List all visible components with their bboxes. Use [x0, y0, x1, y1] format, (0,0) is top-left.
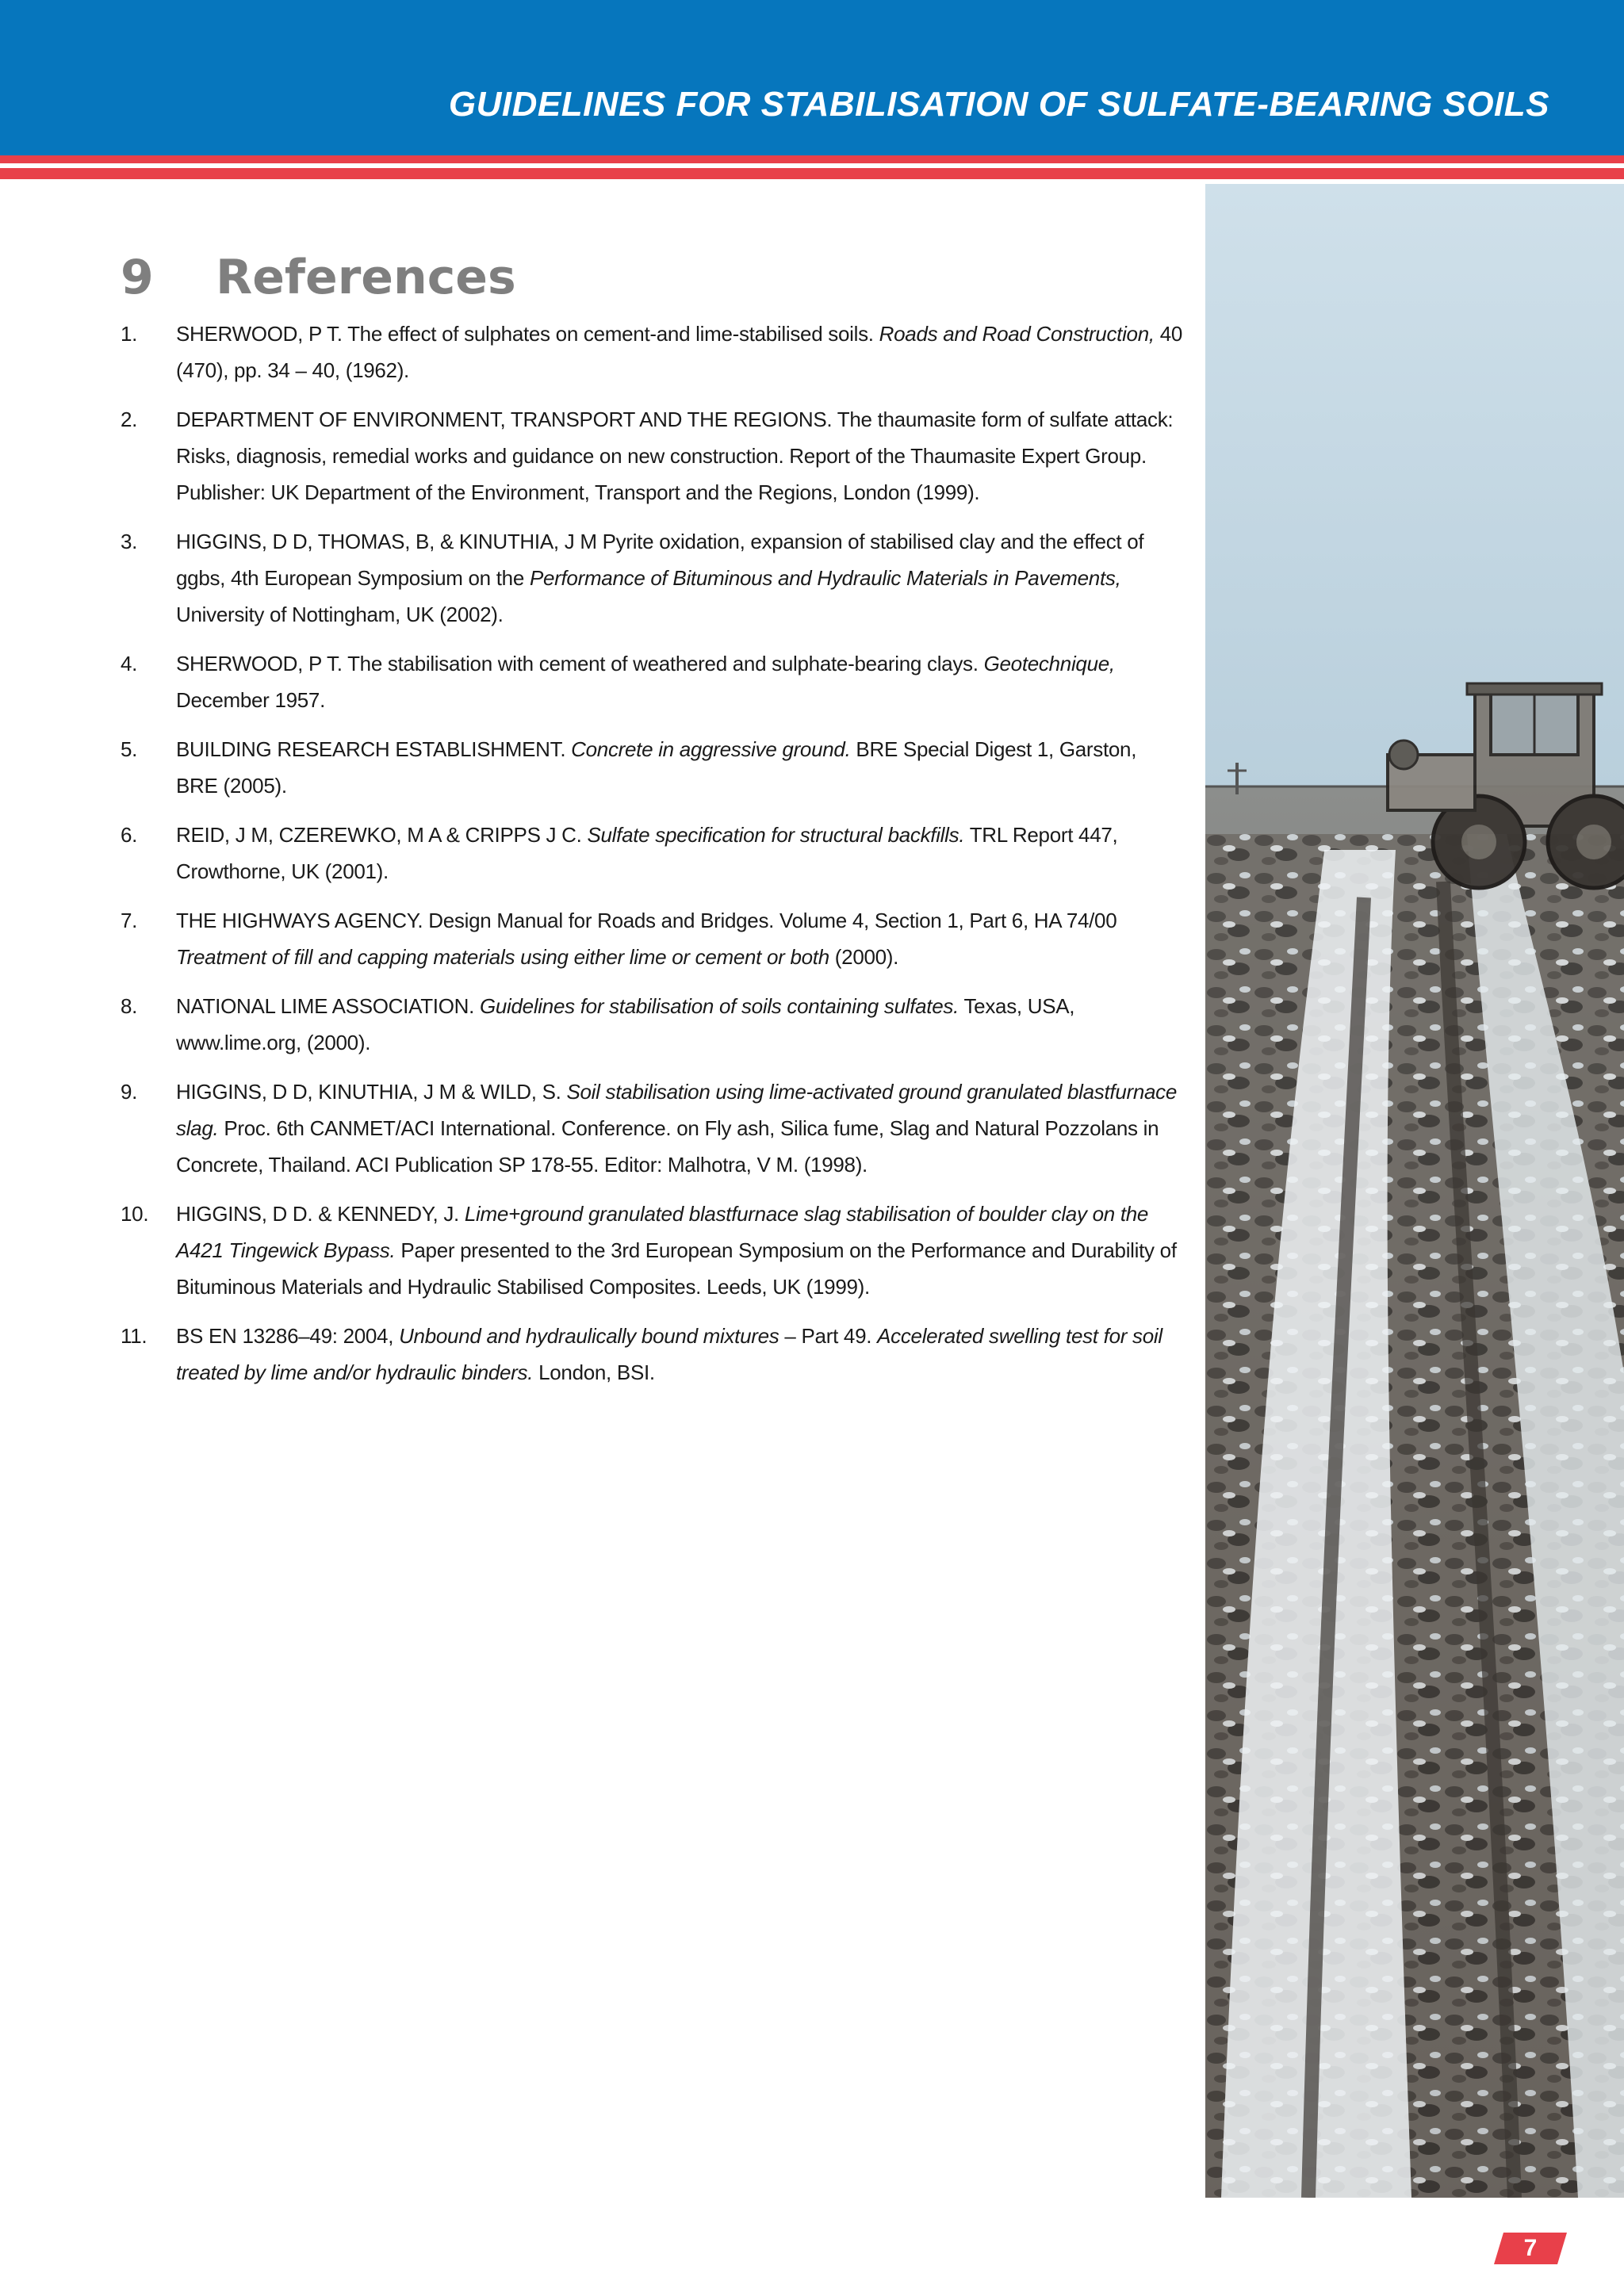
reference-segment: REID, J M, CZEREWKO, M A & CRIPPS J C. — [176, 823, 588, 847]
reference-number: 2. — [121, 408, 138, 431]
reference-segment: NATIONAL LIME ASSOCIATION. — [176, 994, 480, 1018]
reference-number: 1. — [121, 322, 138, 346]
reference-item — [121, 817, 1183, 890]
reference-text — [176, 909, 1116, 969]
header-stripe — [0, 168, 1624, 179]
reference-segment: – Part 49. — [779, 1324, 878, 1348]
reference-segment: (2000). — [829, 945, 899, 969]
reference-segment: BS EN 13286–49: 2004, — [176, 1324, 400, 1348]
reference-segment: December 1957. — [176, 688, 326, 712]
header-stripe — [0, 155, 1624, 163]
reference-title: Treatment of fill and capping materials using either lime or cement or both — [176, 945, 829, 969]
reference-segment: SHERWOOD, P T. The stabilisation with cement of weathered and sulphate-bearing clays. — [176, 652, 984, 675]
reference-number: 5. — [121, 737, 138, 761]
reference-segment: 40 (470), pp. 34 – 40, (1962). — [176, 322, 1183, 382]
reference-text — [176, 1080, 1177, 1177]
reference-title: Guidelines for stabilisation of soils containing sulfates. — [479, 994, 959, 1018]
section-number: 9 — [121, 250, 154, 305]
reference-item — [121, 316, 1183, 388]
reference-text — [176, 530, 1143, 626]
reference-segment: London, BSI. — [533, 1360, 655, 1384]
header-band — [0, 0, 1624, 155]
reference-segment: HIGGINS, D D, KINUTHIA, J M & WILD, S. — [176, 1080, 567, 1104]
reference-title: Accelerated swelling test for soil treated by lime and/or hydraulic binders. — [176, 1324, 1162, 1384]
reference-segment: HIGGINS, D D. & KENNEDY, J. — [176, 1202, 465, 1226]
reference-number: 6. — [121, 823, 138, 847]
reference-segment: SHERWOOD, P T. The effect of sulphates on cement-and lime-stabilised soils. — [176, 322, 879, 346]
reference-text — [176, 1202, 1177, 1299]
reference-text — [176, 994, 1074, 1054]
section-title: References — [216, 250, 516, 305]
reference-number: 9. — [121, 1080, 138, 1104]
reference-item — [121, 645, 1183, 718]
document-title: GUIDELINES FOR STABILISATION OF SULFATE-BEARING SOILS — [448, 85, 1549, 124]
reference-item — [121, 731, 1183, 804]
reference-item — [121, 1318, 1183, 1391]
reference-item — [121, 902, 1183, 975]
reference-segment: DEPARTMENT OF ENVIRONMENT, TRANSPORT AND THE REGIONS. The thaumasite form of sulfate attack: Risks, diagnosis, remedial works and guidance on new construction. Report of the Thaumasite Expert Group. Publisher: UK Department of the Environment, Transport and the Regions, London (1999). — [176, 408, 1174, 504]
reference-title: Geotechnique, — [983, 652, 1115, 675]
page-number: 7 — [1523, 2235, 1538, 2261]
reference-title: Performance of Bituminous and Hydraulic Materials in Pavements, — [529, 566, 1121, 590]
reference-segment: Texas, USA, www.lime.org, (2000). — [176, 994, 1075, 1054]
reference-item — [121, 988, 1183, 1061]
reference-title: Roads and Road Construction, — [879, 322, 1155, 346]
reference-title: Concrete in aggressive ground. — [571, 737, 851, 761]
reference-segment: HIGGINS, D D, THOMAS, B, & KINUTHIA, J M Pyrite oxidation, expansion of stabilised clay and the effect of ggbs, 4th European Symposium on the — [176, 530, 1144, 590]
section-heading — [121, 247, 516, 308]
reference-text — [176, 322, 1182, 382]
reference-number: 8. — [121, 994, 138, 1018]
reference-item — [121, 1073, 1183, 1183]
reference-text — [176, 823, 1117, 883]
reference-segment: University of Nottingham, UK (2002). — [176, 603, 504, 626]
reference-number: 10. — [121, 1202, 149, 1226]
page-number-badge — [1494, 2233, 1567, 2264]
reference-title: Sulfate specification for structural backfills. — [587, 823, 965, 847]
reference-title: Unbound and hydraulically bound mixtures — [399, 1324, 779, 1348]
reference-item — [121, 401, 1183, 511]
reference-number: 3. — [121, 530, 138, 553]
reference-text — [176, 737, 1136, 798]
reference-text — [176, 408, 1173, 504]
reference-text — [176, 652, 1115, 712]
reference-segment: THE HIGHWAYS AGENCY. Design Manual for Roads and Bridges. Volume 4, Section 1, Part 6, HA 74/00 — [176, 909, 1117, 932]
tractor-field-photo — [1205, 184, 1624, 2198]
reference-item — [121, 1196, 1183, 1305]
reference-title: Lime+ground granulated blastfurnace slag stabilisation of boulder clay on the A421 Tingewick Bypass. — [176, 1202, 1149, 1262]
reference-text — [176, 1324, 1162, 1384]
reference-segment: TRL Report 447, Crowthorne, UK (2001). — [176, 823, 1118, 883]
reference-list — [121, 316, 1183, 1403]
reference-segment: BRE Special Digest 1, Garston, BRE (2005). — [176, 737, 1137, 798]
reference-number: 4. — [121, 652, 138, 675]
reference-number: 7. — [121, 909, 138, 932]
reference-segment: Paper presented to the 3rd European Symposium on the Performance and Durability of Bituminous Materials and Hydraulic Stabilised Composites. Leeds, UK (1999). — [176, 1238, 1177, 1299]
reference-number: 11. — [121, 1324, 147, 1348]
reference-title: Soil stabilisation using lime-activated ground granulated blastfurnace slag. — [176, 1080, 1178, 1140]
reference-segment: Proc. 6th CANMET/ACI International. Conference. on Fly ash, Silica fume, Slag and Natural Pozzolans in Concrete, Thailand. ACI Publication SP 178-55. Editor: Malhotra, V M. (1998). — [176, 1116, 1159, 1177]
reference-item — [121, 523, 1183, 633]
reference-segment: BUILDING RESEARCH ESTABLISHMENT. — [176, 737, 572, 761]
